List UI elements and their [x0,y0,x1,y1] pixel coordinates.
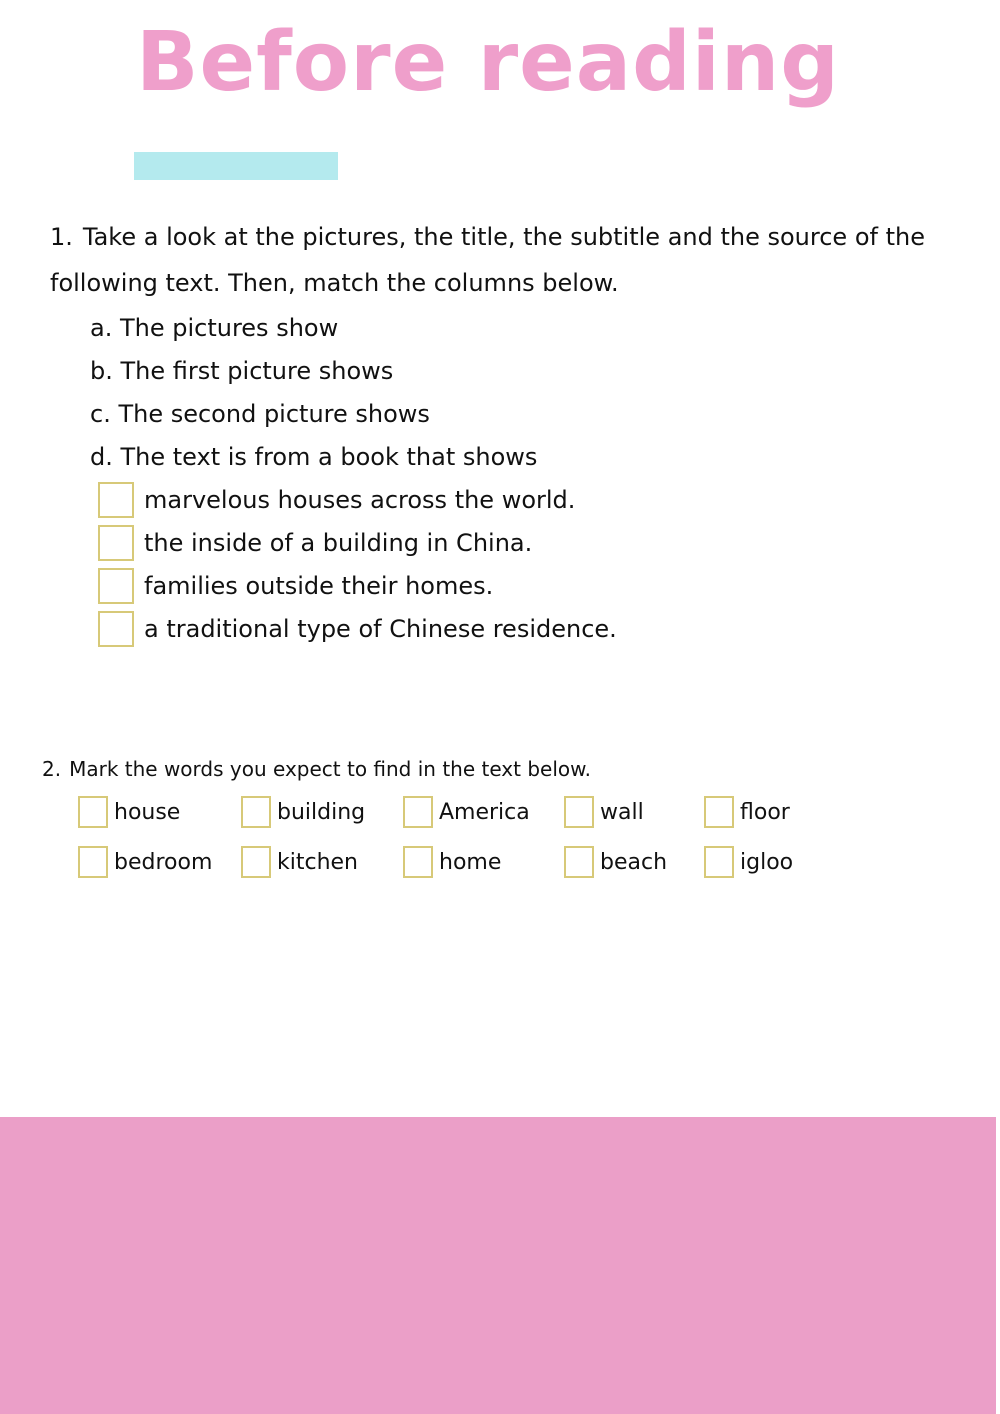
page-title: Before reading [136,15,840,110]
word-item-beach[interactable] [564,846,667,878]
word-label: house [114,799,181,825]
word-label: America [439,799,530,825]
match-prompt-c: c. The second picture shows [90,400,430,428]
word-label: bedroom [114,849,213,875]
word-checkbox[interactable] [241,846,271,878]
word-label: home [439,849,502,875]
word-item-america[interactable] [403,796,530,828]
word-checkbox[interactable] [78,846,108,878]
word-label: building [277,799,366,825]
word-item-building[interactable] [241,796,365,828]
question-2-instructions [42,754,591,784]
word-checkbox[interactable] [403,846,433,878]
match-answer-box[interactable] [98,568,134,604]
match-prompts-list [90,308,537,480]
title-underline-bar [134,152,338,180]
match-option-text: marvelous houses across the world. [144,485,576,514]
word-checkbox[interactable] [241,796,271,828]
question-2-text: Mark the words you expect to find in the text below. [69,757,592,781]
word-checkbox[interactable] [564,846,594,878]
match-option-text: families outside their homes. [144,571,494,600]
match-option [98,607,617,650]
match-option [98,564,617,607]
word-label: floor [740,799,790,825]
word-item-bedroom[interactable] [78,846,212,878]
match-option [98,521,617,564]
word-item-floor[interactable] [704,796,790,828]
word-item-wall[interactable] [564,796,644,828]
match-option-text: the inside of a building in China. [144,528,533,557]
match-option [98,478,617,521]
footer-color-band [0,1117,996,1414]
word-label: igloo [740,849,794,875]
match-answer-box[interactable] [98,611,134,647]
match-answer-box[interactable] [98,482,134,518]
match-prompt-d: d. The text is from a book that shows [90,443,538,471]
word-item-igloo[interactable] [704,846,793,878]
question-1-number: 1. [50,223,73,251]
match-option-text: a traditional type of Chinese residence. [144,614,617,643]
word-label: wall [600,799,644,825]
word-checkbox[interactable] [78,796,108,828]
match-options-list [98,478,617,650]
word-item-kitchen[interactable] [241,846,358,878]
word-item-home[interactable] [403,846,501,878]
word-checkbox[interactable] [704,846,734,878]
word-label: beach [600,849,668,875]
question-1-instructions [50,214,950,306]
word-item-house[interactable] [78,796,180,828]
match-prompt-b: b. The first picture shows [90,357,394,385]
match-prompt-a: a. The pictures show [90,314,339,342]
question-2-number: 2. [42,757,62,781]
word-checkbox[interactable] [403,796,433,828]
word-checkbox[interactable] [704,796,734,828]
match-answer-box[interactable] [98,525,134,561]
question-1-text: Take a look at the pictures, the title, the subtitle and the source of the following text. Then, match the columns below. [50,223,925,297]
word-checkbox[interactable] [564,796,594,828]
word-label: kitchen [277,849,358,875]
